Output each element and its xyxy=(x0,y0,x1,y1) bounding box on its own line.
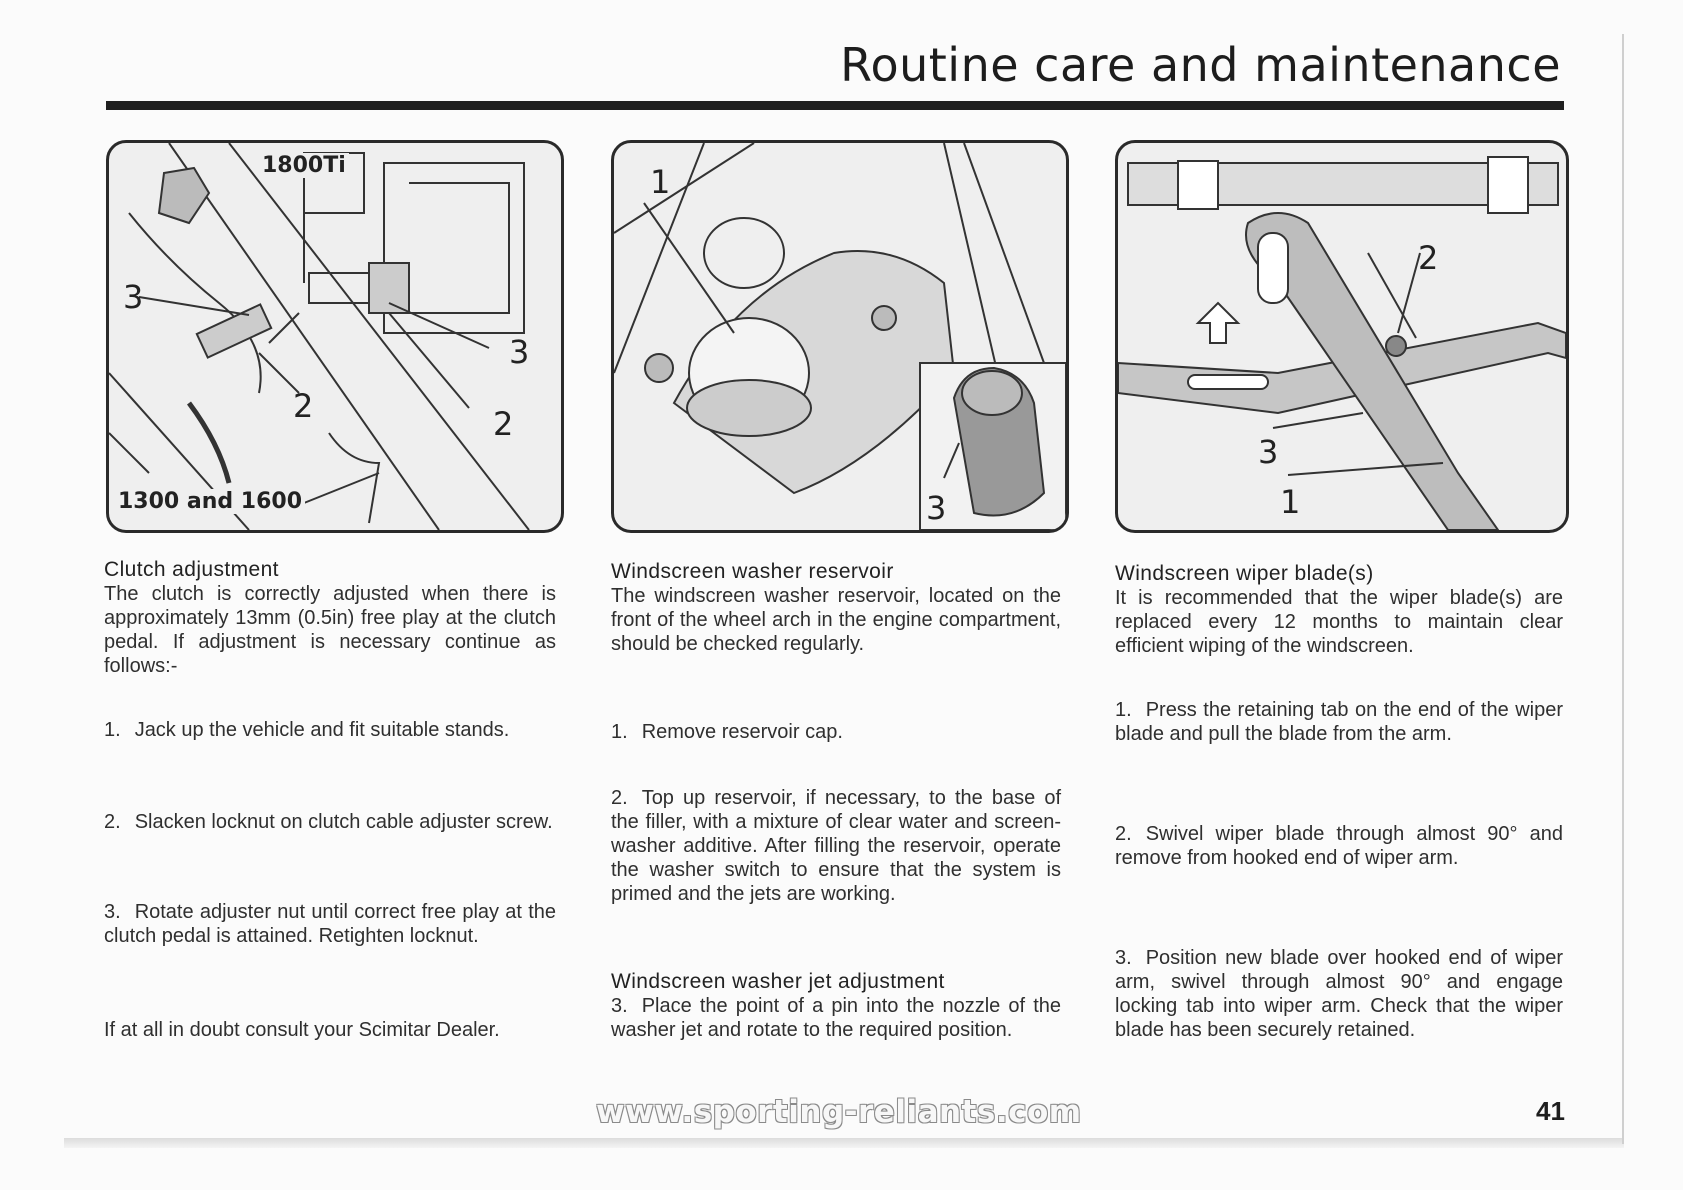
callout-1: 1 xyxy=(1280,483,1301,521)
step-number: 1. xyxy=(1115,699,1132,721)
figure-label-1800ti: 1800Ti xyxy=(259,153,349,178)
scan-shadow xyxy=(64,1138,1624,1148)
step-text: Top up reservoir, if necessary, to the base of the filler, with a mixture of clear water and screen-washer additive. After filling the reservoir, operate the washer switch to ensure that the system is primed and the jets are working. xyxy=(611,787,1061,905)
wiper-illustration xyxy=(1118,143,1566,530)
wiper-step-1 xyxy=(1115,698,1563,746)
callout-2-left: 2 xyxy=(293,387,314,425)
clutch-step-1 xyxy=(104,718,556,742)
washer-section xyxy=(611,560,1061,656)
page-title: Routine care and maintenance xyxy=(840,38,1561,92)
callout-1: 1 xyxy=(650,163,671,201)
step-text: Jack up the vehicle and fit suitable stands. xyxy=(134,719,510,741)
callout-2: 2 xyxy=(1418,239,1439,277)
step-number: 2. xyxy=(104,811,121,833)
step-number: 3. xyxy=(611,995,628,1017)
clutch-illustration xyxy=(109,143,561,530)
step-number: 3. xyxy=(1115,947,1132,969)
step-number: 1. xyxy=(104,719,121,741)
wiper-figure xyxy=(1115,140,1569,533)
step-text: Remove reservoir cap. xyxy=(641,721,843,743)
callout-3-left: 3 xyxy=(123,278,144,316)
clutch-section xyxy=(104,558,556,678)
header-rule xyxy=(106,101,1564,110)
section-intro: The clutch is correctly adjusted when there is approximately 13mm (0.5in) free play at the clutch pedal. If adjustment is necessary continue as follows:- xyxy=(104,583,556,677)
figure-label-1300-1600: 1300 and 1600 xyxy=(115,489,305,514)
callout-3: 3 xyxy=(926,489,947,527)
clutch-step-3 xyxy=(104,900,556,948)
page-edge xyxy=(1622,34,1624,1144)
step-text: Swivel wiper blade through almost 90° and remove from hooked end of wiper arm. xyxy=(1115,823,1563,869)
step-number: 2. xyxy=(611,787,628,809)
washer-step-2 xyxy=(611,786,1061,906)
step-text: Rotate adjuster nut until correct free play at the clutch pedal is attained. Retighten locknut. xyxy=(104,901,556,947)
website-watermark: www.sporting-reliants.com xyxy=(596,1094,1082,1130)
callout-2-right: 2 xyxy=(493,405,514,443)
section-intro: The windscreen washer reservoir, located on the front of the wheel arch in the engine compartment, should be checked regularly. xyxy=(611,585,1061,655)
section-heading: Windscreen wiper blade(s) xyxy=(1115,562,1374,585)
note-text: If at all in doubt consult your Scimitar Dealer. xyxy=(104,1019,500,1041)
wiper-section xyxy=(1115,562,1563,658)
clutch-note xyxy=(104,1018,556,1042)
page-number: 41 xyxy=(1536,1096,1565,1126)
clutch-figure xyxy=(106,140,564,533)
section-heading: Clutch adjustment xyxy=(104,558,279,581)
washer-step-1 xyxy=(611,720,1061,744)
wiper-step-2 xyxy=(1115,822,1563,870)
step-text: Place the point of a pin into the nozzle of the washer jet and rotate to the required position. xyxy=(611,995,1061,1041)
step-number: 1. xyxy=(611,721,628,743)
step-text: Press the retaining tab on the end of the wiper blade and pull the blade from the arm. xyxy=(1115,699,1563,745)
callout-3-right: 3 xyxy=(509,333,530,371)
section-heading: Windscreen washer reservoir xyxy=(611,560,894,583)
clutch-step-2 xyxy=(104,810,556,834)
section-subheading: Windscreen washer jet adjustment xyxy=(611,970,945,993)
step-number: 2. xyxy=(1115,823,1132,845)
callout-3: 3 xyxy=(1258,433,1279,471)
section-intro: It is recommended that the wiper blade(s) are replaced every 12 months to maintain clear efficient wiping of the windscreen. xyxy=(1115,587,1563,657)
reservoir-illustration xyxy=(614,143,1066,530)
step-number: 3. xyxy=(104,901,121,923)
reservoir-figure xyxy=(611,140,1069,533)
step-text: Position new blade over hooked end of wiper arm, swivel through almost 90° and engage locking tab into wiper arm. Check that the wiper blade has been securely retained. xyxy=(1115,947,1563,1041)
jet-adjustment-section xyxy=(611,970,1061,1042)
step-text: Slacken locknut on clutch cable adjuster screw. xyxy=(134,811,553,833)
wiper-step-3 xyxy=(1115,946,1563,1042)
